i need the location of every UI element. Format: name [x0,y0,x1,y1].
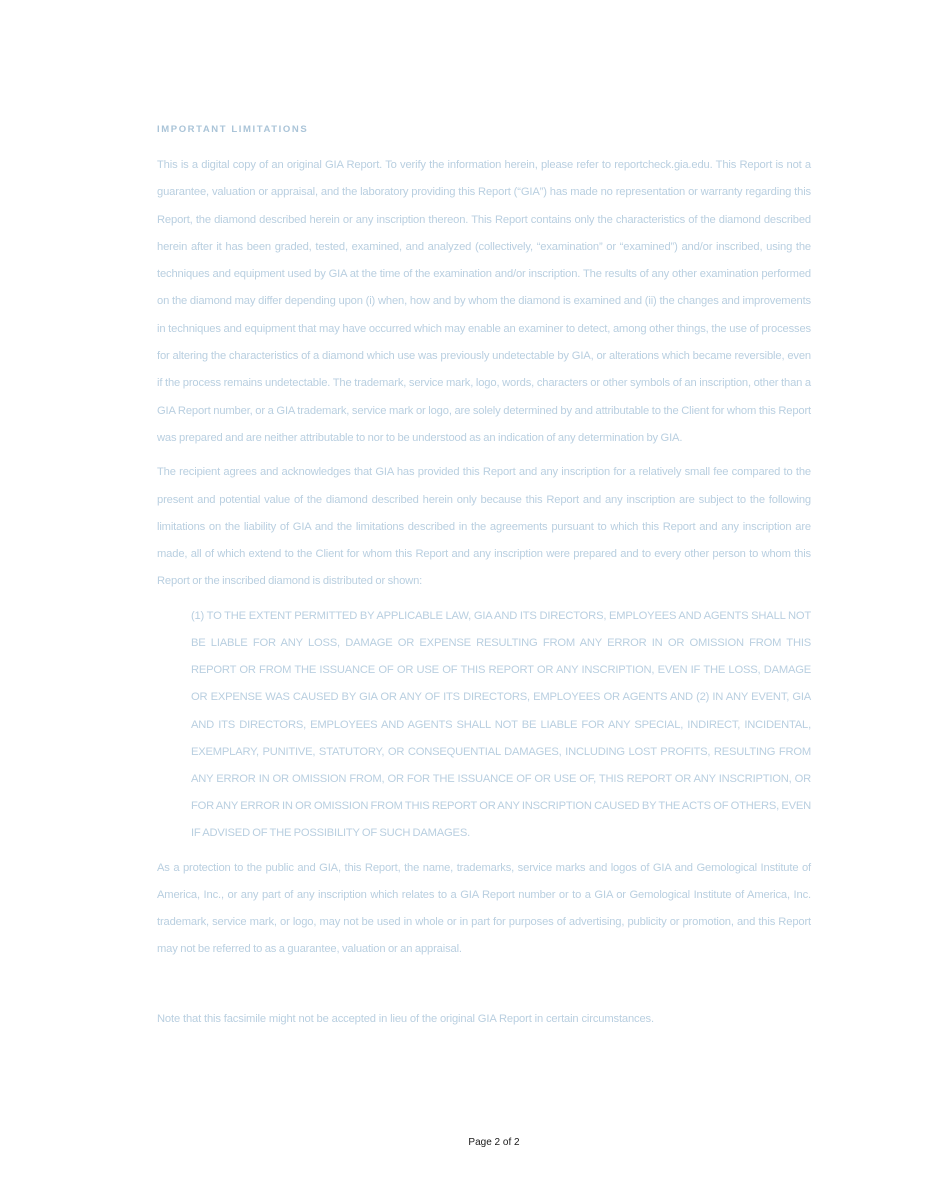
paragraph-trademark-protection: As a protection to the public and GIA, this Report, the name, trademarks, service marks and logos of GIA and Gemological Institute of America, Inc., or any part of any inscription which relates to a GIA Report number or to a GIA or Gemological Institute of America, Inc. trademark, service mark, or logo, may not be used in whole or in part for purposes of advertising, publicity or promotion, and this Report may not be referred to as a guarantee, valuation or an appraisal. [157,861,811,956]
paragraph-liability-limitations: (1) TO THE EXTENT PERMITTED BY APPLICABLE LAW, GIA AND ITS DIRECTORS, EMPLOYEES AND AGENTS SHALL NOT BE LIABLE FOR ANY LOSS, DAMAGE OR EXPENSE RESULTING FROM ANY ERROR IN OR OMISSION FROM THIS REPORT OR FROM THE ISSUANCE OF OR USE OF THIS REPORT OR ANY INSCRIPTION, EVEN IF THE LOSS, DAMAGE OR EXPENSE WAS CAUSED BY GIA OR ANY OF ITS DIRECTORS, EMPLOYEES OR AGENTS AND (2) IN ANY EVENT, GIA AND ITS DIRECTORS, EMPLOYEES AND AGENTS SHALL NOT BE LIABLE FOR ANY SPECIAL, INDIRECT, INCIDENTAL, EXEMPLARY, PUNITIVE, STATUTORY, OR CONSEQUENTIAL DAMAGES, INCLUDING LOST PROFITS, RESULTING FROM ANY ERROR IN OR OMISSION FROM, OR FOR THE ISSUANCE OF OR USE OF, THIS REPORT OR ANY INSCRIPTION, OR FOR ANY ERROR IN OR OMISSION FROM THIS REPORT OR ANY INSCRIPTION CAUSED BY THE ACTS OF OTHERS, EVEN IF ADVISED OF THE POSSIBILITY OF SUCH DAMAGES. [191,609,811,840]
page-number: Page 2 of 2 [468,1137,520,1148]
paragraph-digital-copy: This is a digital copy of an original GIA Report. To verify the information herein, please refer to reportcheck.gia.edu. This Report is not a guarantee, valuation or appraisal, and the laboratory providing this Report (“GIA”) has made no representation or warranty regarding this Report, the diamond described herein or any inscription thereon. This Report contains only the characteristics of the diamond described herein after it has been graded, tested, examined, and analyzed (collectively, “examination” or “examined”) and/or inscribed, using the techniques and equipment used by GIA at the time of the examination and/or inscription. The results of any other examination performed on the diamond may differ depending upon (i) when, how and by whom the diamond is examined and (ii) the changes and improvements in techniques and equipment that may have occurred which may enable an examiner to detect, among other things, the use of processes for altering the characteristics of a diamond which use was previously undetectable by GIA, or alterations which became reversible, even if the process remains undetectable. The trademark, service mark, logo, words, characters or other symbols of an inscription, other than a GIA Report number, or a GIA trademark, service mark or logo, are solely determined by and attributable to the Client for whom this Report was prepared and are neither attributable to nor to be understood as an indication of any determination by GIA. [157,159,811,444]
paragraph-recipient-agreement: The recipient agrees and acknowledges that GIA has provided this Report and any inscription for a relatively small fee compared to the present and potential value of the diamond described herein only because this Report and any inscription are subject to the following limitations on the liability of GIA and the limitations described in the agreements pursuant to which this Report and any inscription are made, all of which extend to the Client for whom this Report and any inscription were prepared and to every other person to whom this Report or the inscribed diamond is distributed or shown: [157,466,811,588]
facsimile-note: Note that this facsimile might not be accepted in lieu of the original GIA Report in certain circumstances. [157,1012,654,1025]
section-heading: IMPORTANT LIMITATIONS [157,124,309,135]
limitations-section [157,124,811,1029]
